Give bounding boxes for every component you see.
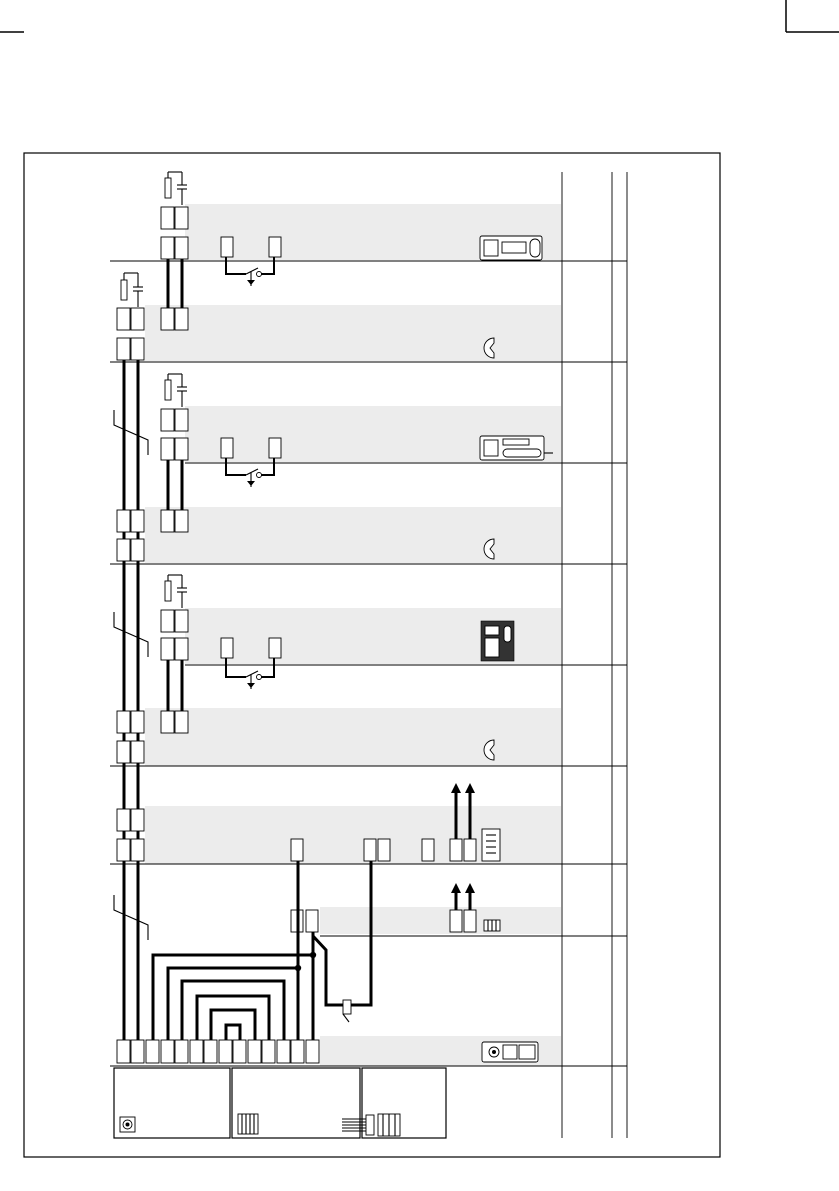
rc-network-floor2 [165,374,187,407]
rc-network-floor3 [165,575,187,608]
right-columns [562,172,627,1138]
entrance-nested-wiring [153,861,371,1040]
module-strip-icon [238,1114,258,1134]
handsfree-monitor-icon [480,436,553,460]
coax-connector-icon [120,1117,135,1132]
crop-marks [0,0,839,32]
compact-videophone-icon [481,621,514,661]
rc-network-floor1 [121,273,143,307]
videophone-monitor-icon [480,236,542,260]
outdoor-panel-icon [482,1042,538,1062]
power-supply-icon [482,829,500,861]
flat-cable-connector-icon [342,1114,400,1136]
entrance-terminal-strip [117,1040,319,1063]
relay-module-icon [484,920,500,931]
rc-network-top [165,172,187,205]
